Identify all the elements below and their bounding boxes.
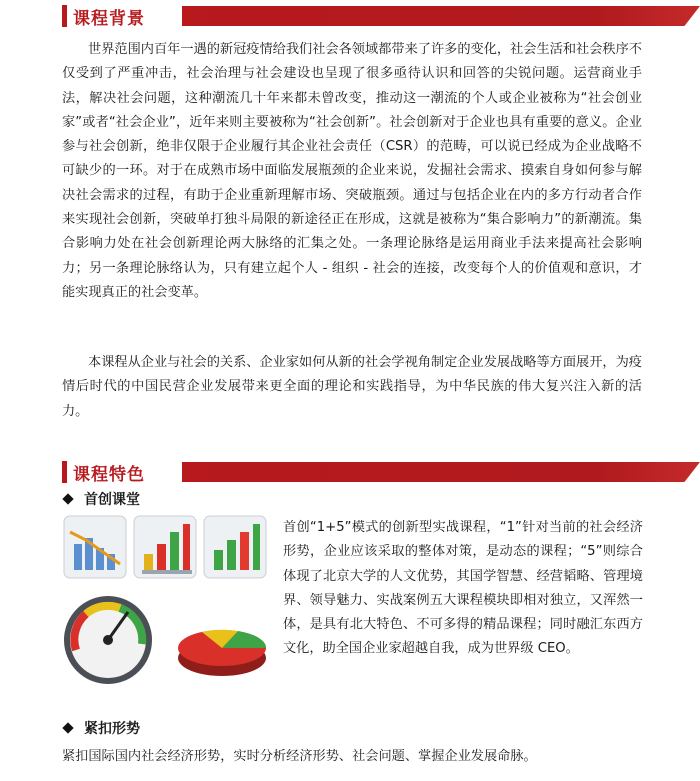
section-header-background [62,2,173,30]
feature-text-situation: 紧扣国际国内社会经济形势，实时分析经济形势、社会问题、掌握企业发展命脉。 [62,749,537,764]
bar-chart-up-icon [134,516,196,578]
header-marker [62,461,67,483]
diamond-bullet-icon [62,722,73,733]
pie-chart-icon [178,630,266,676]
charts-illustration [62,510,272,695]
bar-chart-down-icon [64,516,126,578]
header-marker [62,5,67,27]
speedometer-gauge-icon [64,596,152,684]
feature-heading-label: 首创课堂 [84,492,140,508]
header-red-bar [182,462,700,482]
section-title-features: 课程特色 [73,464,145,485]
background-paragraph-2: 本课程从企业与社会的关系、企业家如何从新的社会学视角制定企业发展战略等方面展开，为疫情后时代的中国民营企业发展带来更全面的理论和实践指导，为中华民族的伟大复兴注入新的活力。 [62,355,642,419]
feature-heading-first-class [64,489,140,509]
feature-text-first-class: 首创“1+5”模式的创新型实战课程，“1”针对当前的社会经济形势，企业应该采取的整体对策，是动态的课程；“5”则综合体现了北京大学的人文优势，其国学智慧、经营韬略、管理境界、领导魅力、实战案例五大课程模块即相对独立，又浑然一体，是具有北大特色、不可多得的精品课程；同时融汇东西方文化，助全国企业家超越自我，成为世界级 CEO。 [283,520,643,657]
feature-heading-situation [64,718,140,738]
feature-heading-label: 紧扣形势 [84,721,140,737]
background-paragraph-1: 世界范围内百年一遇的新冠疫情给我们社会各领域都带来了许多的变化，社会生活和社会秩序不仅受到了严重冲击，社会治理与社会建设也呈现了很多亟待认识和回答的尖锐问题。运营商业手法，解决社会问题，这种潮流几十年来都未曾改变，推动这一潮流的个人或企业被称为“社会创业家”或者“社会企业”，近年来则主要被称为“社会创新”。社会创新对于企业也具有重要的意义。企业参与社会创新，绝非仅限于企业履行其企业社会责任（CSR）的范畴，可以说已经成为企业战略不可缺少的一环。对于在成熟市场中面临发展瓶颈的企业来说，发掘社会需求、摸索自身如何参与解决社会需求的过程，有助于企业重新理解市场、突破瓶颈。通过与包括企业在内的多方行动者合作来实现社会创新，突破单打独斗局限的新途径正在形成，这就是被称为“集合影响力”的新潮流。集合影响力处在社会创新理论两大脉络的汇集之处。一条理论脉络是运用商业手法来提高社会影响力；另一条理论脉络认为，只有建立起个人 - 组织 - 社会的连接，改变每个人的价值观和意识，才能实现真正的社会变革。 [62,42,643,300]
diamond-bullet-icon [62,493,73,504]
bar-chart-green-icon [204,516,266,578]
section-title-background: 课程背景 [73,8,145,29]
header-red-bar [182,6,700,26]
section-header-features [62,458,173,486]
